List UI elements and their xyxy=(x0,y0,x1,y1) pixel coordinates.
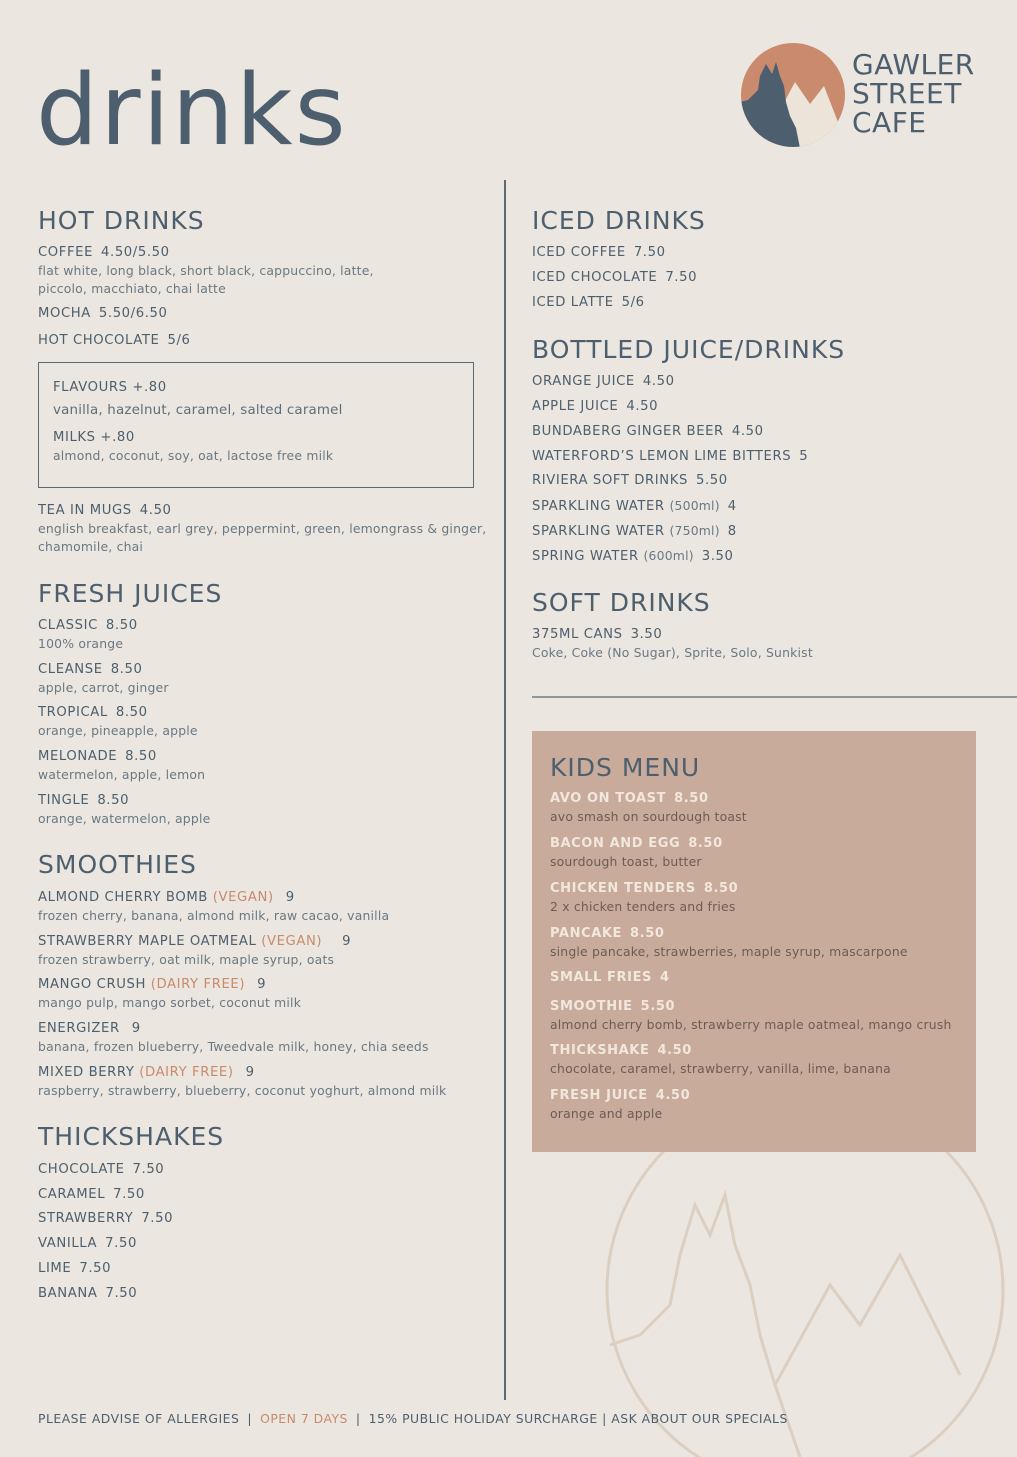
item-price: 8 xyxy=(727,524,737,539)
item-price: 8.50 xyxy=(125,749,157,764)
menu-item xyxy=(38,748,488,784)
item-name: COFFEE xyxy=(38,245,94,260)
smoothies-title: SMOOTHIES xyxy=(38,850,197,879)
milks-desc: almond, coconut, soy, oat, lactose free milk xyxy=(53,448,334,463)
item-desc: orange, pineapple, apple xyxy=(38,723,198,738)
item-desc: banana, frozen blueberry, Tweedvale milk, honey, chia seeds xyxy=(38,1039,429,1054)
section-divider xyxy=(532,696,1017,698)
menu-item xyxy=(38,1020,488,1056)
menu-item xyxy=(38,617,488,653)
item-name: TEA IN MUGS xyxy=(38,503,132,518)
item-price: 8.50 xyxy=(110,662,143,677)
wolf-mountain-logo-icon xyxy=(740,42,846,148)
menu-item xyxy=(38,661,488,697)
item-price: 7.50 xyxy=(665,270,698,285)
item-desc: chocolate, caramel, strawberry, vanilla, lime, banana xyxy=(550,1061,891,1076)
menu-item xyxy=(38,244,488,298)
menu-item xyxy=(38,976,488,1012)
item-name: 375ML CANS xyxy=(532,627,623,642)
item-price: 4.50 xyxy=(731,424,764,439)
item-price: 8.50 xyxy=(674,791,709,806)
footer-notice xyxy=(38,1411,788,1426)
kids-menu-section xyxy=(550,753,970,783)
menu-item xyxy=(532,269,1002,287)
item-name: MANGO CRUSH xyxy=(38,977,146,992)
item-price: 7.50 xyxy=(79,1261,112,1276)
item-name: VANILLA xyxy=(38,1236,98,1251)
item-name: BUNDABERG GINGER BEER xyxy=(532,424,724,439)
item-size: (600ml) xyxy=(643,548,694,563)
item-price: 4.50 xyxy=(626,399,659,414)
soft-drinks-section xyxy=(532,588,1002,618)
item-price: 4.50/5.50 xyxy=(101,245,170,260)
item-name: ICED COFFEE xyxy=(532,245,626,260)
item-desc: frozen strawberry, oat milk, maple syrup, oats xyxy=(38,952,335,967)
menu-item xyxy=(38,889,488,925)
menu-item xyxy=(38,1210,488,1228)
flavours-group xyxy=(53,379,463,420)
item-price: 5.50/6.50 xyxy=(98,306,168,321)
item-name: BANANA xyxy=(38,1286,98,1301)
fresh-juices-title: FRESH JUICES xyxy=(38,579,223,608)
item-desc: english breakfast, earl grey, peppermint, green, lemongrass & ginger, chamomile, chai xyxy=(38,521,487,554)
menu-item xyxy=(532,626,1002,662)
menu-item xyxy=(532,472,1002,490)
item-price: 4.50 xyxy=(657,1043,692,1058)
menu-item xyxy=(550,969,670,987)
item-desc: watermelon, apple, lemon xyxy=(38,767,206,782)
logo-line-1: GAWLER xyxy=(852,48,975,81)
thickshakes-title: THICKSHAKES xyxy=(38,1122,225,1151)
footer-separator: | xyxy=(247,1411,253,1426)
hot-drinks-title: HOT DRINKS xyxy=(38,206,205,235)
menu-item xyxy=(532,497,1002,516)
bottled-section xyxy=(532,335,1002,365)
menu-item xyxy=(532,244,1002,262)
item-desc: avo smash on sourdough toast xyxy=(550,809,747,824)
item-price: 8.50 xyxy=(97,793,130,808)
footer-separator: | xyxy=(355,1411,361,1426)
item-desc: 100% orange xyxy=(38,636,124,651)
item-name: THICKSHAKE xyxy=(550,1043,650,1058)
item-price: 9 xyxy=(245,1065,255,1080)
item-price: 9 xyxy=(342,934,352,949)
item-price: 5/6 xyxy=(167,333,191,348)
soft-drinks-title: SOFT DRINKS xyxy=(532,588,711,617)
item-tag: (VEGAN) xyxy=(261,934,323,949)
menu-item xyxy=(550,998,952,1034)
item-name: ORANGE JUICE xyxy=(532,374,635,389)
item-name: STRAWBERRY MAPLE OATMEAL xyxy=(38,934,257,949)
item-size: (500ml) xyxy=(669,498,720,513)
menu-item xyxy=(550,880,738,916)
menu-item xyxy=(550,835,723,871)
item-name: MELONADE xyxy=(38,749,118,764)
milks-group xyxy=(53,429,463,465)
kids-menu-title: KIDS MENU xyxy=(550,753,701,782)
item-name: CLASSIC xyxy=(38,618,98,633)
item-price: 8.50 xyxy=(115,705,148,720)
item-price: 7.50 xyxy=(141,1211,174,1226)
milks-label: MILKS +.80 xyxy=(53,430,135,445)
menu-item xyxy=(38,1161,488,1179)
item-price: 4 xyxy=(727,499,737,514)
item-name: SMALL FRIES xyxy=(550,970,653,985)
item-price: 8.50 xyxy=(630,926,665,941)
menu-item xyxy=(38,1064,488,1100)
footer-specials: | ASK ABOUT OUR SPECIALS xyxy=(602,1411,788,1426)
menu-item xyxy=(550,1087,690,1123)
item-price: 8.50 xyxy=(688,836,723,851)
item-name: SPARKLING WATER xyxy=(532,499,665,514)
thickshakes-section xyxy=(38,1122,488,1152)
item-name: CLEANSE xyxy=(38,662,103,677)
item-name: SMOOTHIE xyxy=(550,999,633,1014)
smoothies-section xyxy=(38,850,488,880)
item-name: MIXED BERRY xyxy=(38,1065,135,1080)
item-price: 5.50 xyxy=(640,999,676,1014)
item-name: TROPICAL xyxy=(38,705,108,720)
menu-item xyxy=(550,1042,891,1078)
item-price: 7.50 xyxy=(105,1236,137,1251)
item-price: 8.50 xyxy=(703,881,739,896)
menu-item xyxy=(38,502,488,556)
menu-item xyxy=(38,1235,488,1253)
bottled-title: BOTTLED JUICE/DRINKS xyxy=(532,335,846,364)
logo-line-2: STREET xyxy=(852,77,962,110)
item-tag: (VEGAN) xyxy=(212,890,274,905)
footer-surcharge: 15% PUBLIC HOLIDAY SURCHARGE xyxy=(368,1411,598,1426)
item-name: RIVIERA SOFT DRINKS xyxy=(532,473,688,488)
menu-item xyxy=(38,305,488,323)
item-price: 4 xyxy=(660,970,670,985)
item-price: 7.50 xyxy=(633,245,666,260)
item-price: 9 xyxy=(131,1021,141,1036)
item-desc: orange and apple xyxy=(550,1106,663,1121)
hot-drinks-section xyxy=(38,206,488,236)
footer-open-days: OPEN 7 DAYS xyxy=(260,1411,348,1426)
item-name: SPRING WATER xyxy=(532,549,639,564)
item-name: APPLE JUICE xyxy=(532,399,619,414)
page-title: drinks xyxy=(36,54,348,168)
flavours-label: FLAVOURS +.80 xyxy=(53,380,167,395)
menu-item xyxy=(550,790,747,826)
item-desc: frozen cherry, banana, almond milk, raw cacao, vanilla xyxy=(38,908,390,923)
item-price: 7.50 xyxy=(105,1286,138,1301)
item-name: ICED LATTE xyxy=(532,295,614,310)
menu-item xyxy=(532,448,1002,466)
menu-item xyxy=(532,398,1002,416)
item-desc: sourdough toast, butter xyxy=(550,854,702,869)
menu-item xyxy=(38,332,488,350)
item-name: ENERGIZER xyxy=(38,1021,120,1036)
item-price: 9 xyxy=(285,890,295,905)
item-name: FRESH JUICE xyxy=(550,1088,648,1103)
item-price: 4.50 xyxy=(139,503,172,518)
menu-item xyxy=(532,294,1002,312)
footer-allergies: PLEASE ADVISE OF ALLERGIES xyxy=(38,1411,240,1426)
item-desc: orange, watermelon, apple xyxy=(38,811,211,826)
iced-drinks-section xyxy=(532,206,1002,236)
menu-item xyxy=(532,423,1002,441)
flavours-desc: vanilla, hazelnut, caramel, salted caramel xyxy=(53,403,343,418)
fresh-juices-section xyxy=(38,579,488,609)
menu-item xyxy=(38,704,488,740)
item-price: 5/6 xyxy=(621,295,645,310)
item-price: 8.50 xyxy=(105,618,138,633)
item-name: MOCHA xyxy=(38,306,91,321)
item-price: 3.50 xyxy=(701,549,734,564)
menu-item xyxy=(532,547,1002,566)
menu-item xyxy=(532,373,1002,391)
item-price: 3.50 xyxy=(630,627,663,642)
item-size: (750ml) xyxy=(669,523,720,538)
menu-item xyxy=(38,1260,488,1278)
menu-item xyxy=(38,1186,488,1204)
item-name: STRAWBERRY xyxy=(38,1211,134,1226)
item-desc: apple, carrot, ginger xyxy=(38,680,169,695)
item-name: HOT CHOCOLATE xyxy=(38,333,160,348)
item-name: TINGLE xyxy=(38,793,90,808)
iced-drinks-title: ICED DRINKS xyxy=(532,206,706,235)
item-name: AVO ON TOAST xyxy=(550,791,667,806)
item-price: 5.50 xyxy=(695,473,728,488)
item-price: 4.50 xyxy=(642,374,675,389)
cafe-logo xyxy=(740,42,980,152)
item-name: LIME xyxy=(38,1261,72,1276)
item-name: CHICKEN TENDERS xyxy=(550,881,696,896)
menu-item xyxy=(532,522,1002,541)
item-price: 5 xyxy=(799,449,809,464)
item-price: 4.50 xyxy=(655,1088,691,1103)
item-desc: mango pulp, mango sorbet, coconut milk xyxy=(38,995,302,1010)
menu-item xyxy=(38,792,488,828)
item-desc: flat white, long black, short black, cappuccino, latte, piccolo, macchiato, chai latte xyxy=(38,263,374,296)
menu-item xyxy=(550,925,908,961)
item-name: PANCAKE xyxy=(550,926,623,941)
menu-item xyxy=(38,1285,488,1303)
item-price: 7.50 xyxy=(132,1162,165,1177)
menu-item xyxy=(38,933,488,969)
logo-line-3: CAFE xyxy=(852,106,927,139)
item-price: 7.50 xyxy=(113,1187,145,1202)
logo-wordmark xyxy=(852,50,975,137)
item-name: ALMOND CHERRY BOMB xyxy=(38,890,208,905)
item-desc: almond cherry bomb, strawberry maple oatmeal, mango crush xyxy=(550,1017,952,1032)
item-name: SPARKLING WATER xyxy=(532,524,665,539)
item-desc: Coke, Coke (No Sugar), Sprite, Solo, Sunkist xyxy=(532,645,813,660)
item-tag: (DAIRY FREE) xyxy=(150,977,246,992)
item-name: WATERFORD’S LEMON LIME BITTERS xyxy=(532,449,792,464)
item-tag: (DAIRY FREE) xyxy=(139,1065,234,1080)
item-desc: raspberry, strawberry, blueberry, coconut yoghurt, almond milk xyxy=(38,1083,447,1098)
item-name: CHOCOLATE xyxy=(38,1162,125,1177)
column-divider xyxy=(504,180,506,1400)
item-desc: 2 x chicken tenders and fries xyxy=(550,899,736,914)
item-name: BACON AND EGG xyxy=(550,836,681,851)
item-price: 9 xyxy=(257,977,267,992)
item-desc: single pancake, strawberries, maple syrup, mascarpone xyxy=(550,944,908,959)
item-name: CARAMEL xyxy=(38,1187,106,1202)
item-name: ICED CHOCOLATE xyxy=(532,270,658,285)
